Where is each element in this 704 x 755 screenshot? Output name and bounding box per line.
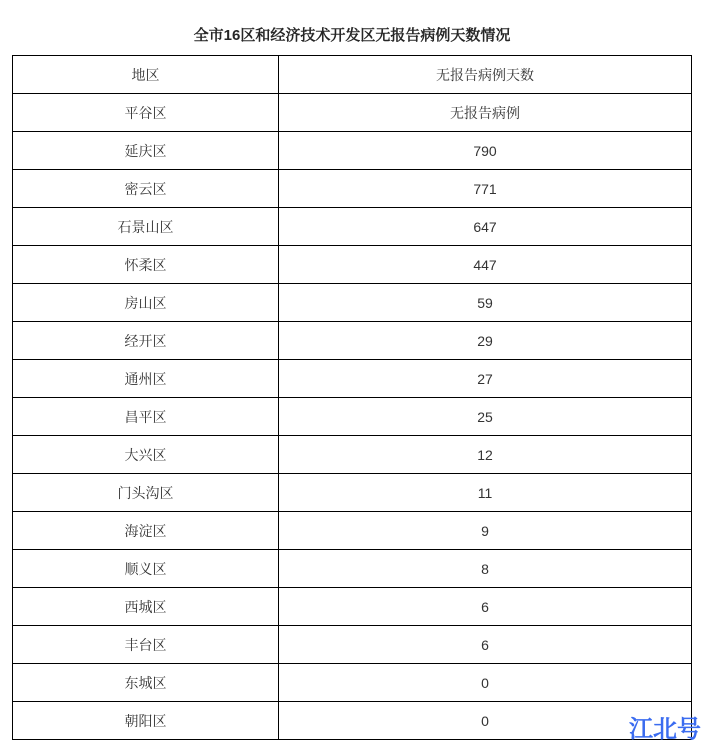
table-row — [13, 360, 692, 398]
days-cell: 9 — [279, 512, 692, 550]
district-cell: 房山区 — [13, 284, 279, 322]
table-row — [13, 132, 692, 170]
district-cell: 朝阳区 — [13, 702, 279, 740]
days-cell: 11 — [279, 474, 692, 512]
no-reported-cases-table — [12, 55, 692, 740]
days-cell: 790 — [279, 132, 692, 170]
column-header-days: 无报告病例天数 — [279, 56, 692, 94]
district-cell: 石景山区 — [13, 208, 279, 246]
district-cell: 怀柔区 — [13, 246, 279, 284]
district-cell: 大兴区 — [13, 436, 279, 474]
days-cell: 771 — [279, 170, 692, 208]
days-cell: 59 — [279, 284, 692, 322]
days-cell: 0 — [279, 664, 692, 702]
district-cell: 延庆区 — [13, 132, 279, 170]
table-row — [13, 702, 692, 740]
district-cell: 通州区 — [13, 360, 279, 398]
table-row — [13, 588, 692, 626]
table-row — [13, 550, 692, 588]
table-row — [13, 436, 692, 474]
table-header-row — [13, 56, 692, 94]
table-row — [13, 94, 692, 132]
platform-watermark: 江北号 — [629, 716, 701, 743]
district-cell: 经开区 — [13, 322, 279, 360]
page-title: 全市16区和经济技术开发区无报告病例天数情况 — [193, 27, 511, 44]
days-cell: 29 — [279, 322, 692, 360]
district-cell: 平谷区 — [13, 94, 279, 132]
district-cell: 海淀区 — [13, 512, 279, 550]
days-cell: 647 — [279, 208, 692, 246]
district-cell: 门头沟区 — [13, 474, 279, 512]
days-cell: 25 — [279, 398, 692, 436]
table-row — [13, 474, 692, 512]
days-cell: 无报告病例 — [279, 94, 692, 132]
days-cell: 447 — [279, 246, 692, 284]
table-row — [13, 398, 692, 436]
district-cell: 东城区 — [13, 664, 279, 702]
district-cell: 顺义区 — [13, 550, 279, 588]
district-cell: 西城区 — [13, 588, 279, 626]
district-cell: 密云区 — [13, 170, 279, 208]
days-cell: 6 — [279, 588, 692, 626]
table-row — [13, 322, 692, 360]
table-body — [13, 94, 692, 740]
district-cell: 丰台区 — [13, 626, 279, 664]
district-cell: 昌平区 — [13, 398, 279, 436]
table-row — [13, 170, 692, 208]
table-row — [13, 512, 692, 550]
column-header-district: 地区 — [13, 56, 279, 94]
table-header — [13, 56, 692, 94]
table-row — [13, 664, 692, 702]
days-cell: 27 — [279, 360, 692, 398]
table-row — [13, 284, 692, 322]
table-row — [13, 246, 692, 284]
table-row — [13, 626, 692, 664]
days-cell: 8 — [279, 550, 692, 588]
days-cell: 6 — [279, 626, 692, 664]
days-cell: 12 — [279, 436, 692, 474]
days-cell: 0 — [279, 702, 692, 740]
table-row — [13, 208, 692, 246]
